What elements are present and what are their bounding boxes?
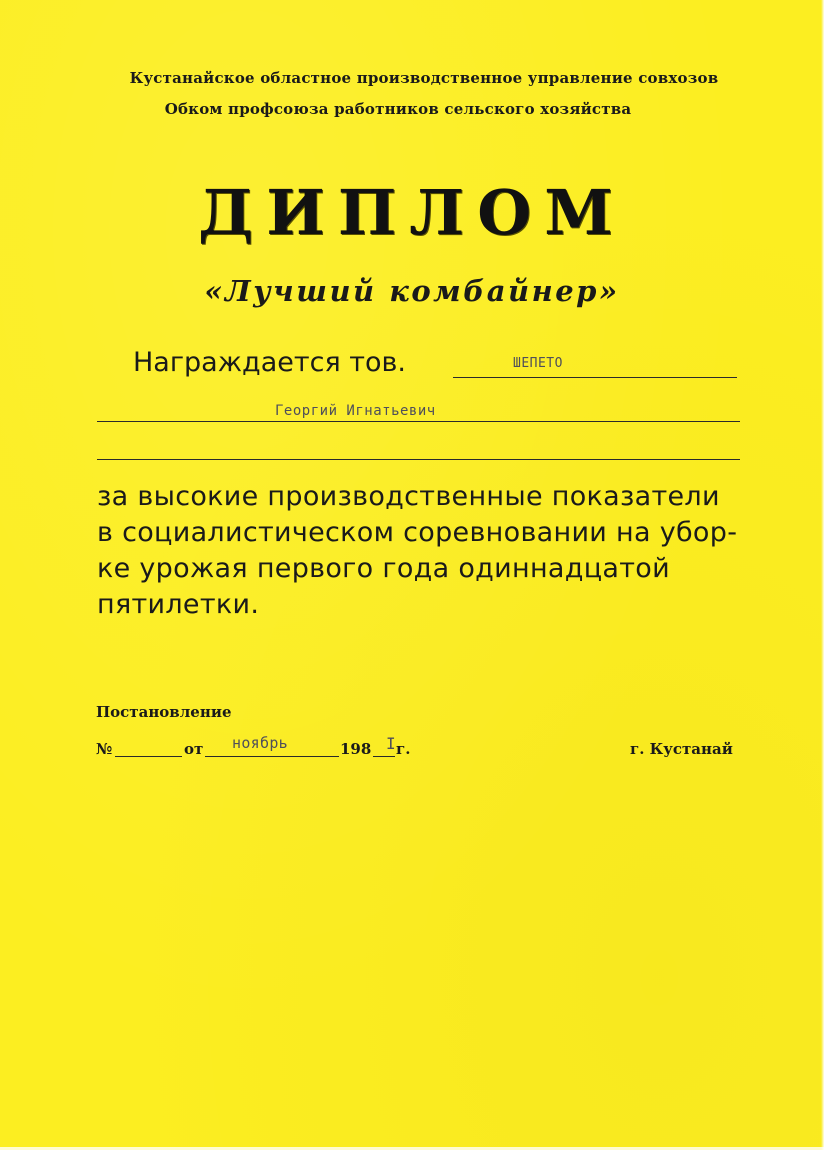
decree-number-label: № bbox=[96, 740, 113, 758]
recipient-name: Георгий Игнатьевич bbox=[275, 403, 436, 419]
recipient-surname: ШЕПЕТО bbox=[513, 356, 563, 371]
name-line bbox=[97, 421, 740, 422]
decree-date-line bbox=[205, 756, 339, 757]
decree-year-digit: I bbox=[386, 734, 396, 753]
award-reason bbox=[97, 479, 757, 623]
reason-line: пятилетки. bbox=[97, 589, 260, 620]
reason-line: за высокие производственные показатели bbox=[97, 481, 720, 512]
award-label: Награждается тов. bbox=[133, 347, 407, 378]
diploma-title: ДИПЛОМ bbox=[198, 176, 626, 249]
decree-year-suffix: г. bbox=[396, 740, 411, 758]
reason-line: в социалистическом соревновании на убор- bbox=[97, 517, 738, 548]
blank-line bbox=[97, 459, 740, 460]
reason-line: ке урожая первого года одиннадцатой bbox=[97, 553, 670, 584]
city-label: г. Кустанай bbox=[630, 740, 733, 758]
diploma-subtitle: «Лучший комбайнер» bbox=[204, 274, 620, 308]
surname-line bbox=[453, 377, 737, 378]
decree-from-label: от bbox=[184, 740, 204, 758]
organization-line-2: Обком профсоюза работников сельского хозяйства bbox=[164, 100, 632, 118]
decree-month: ноябрь bbox=[232, 734, 288, 752]
decree-year-prefix: 198 bbox=[340, 740, 372, 758]
decree-label: Постановление bbox=[96, 703, 232, 721]
organization-line-1: Кустанайское областное производственное управление совхозов bbox=[129, 69, 719, 87]
decree-year-line bbox=[373, 756, 395, 757]
decree-number-line bbox=[115, 756, 182, 757]
